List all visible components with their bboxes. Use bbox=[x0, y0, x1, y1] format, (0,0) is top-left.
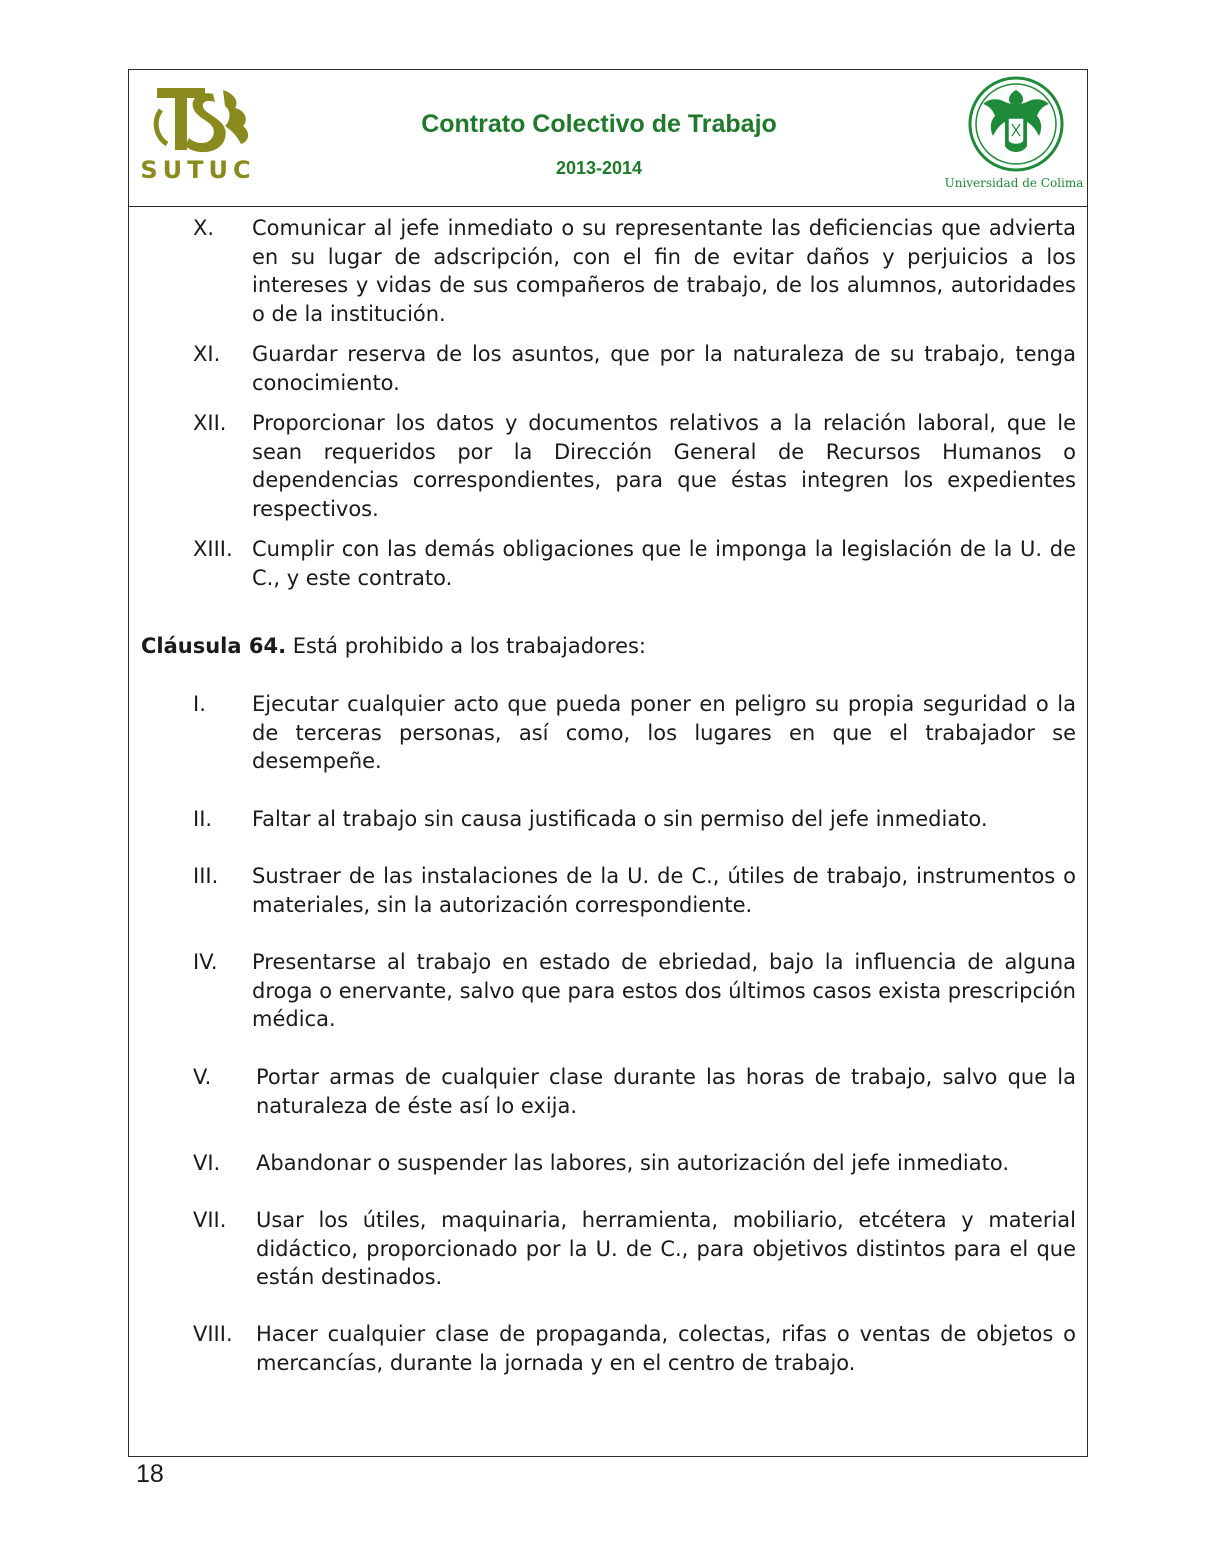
list-item-text: Guardar reserva de los asuntos, que por la naturaleza de su trabajo, tenga conocimiento. bbox=[252, 342, 1076, 395]
list-item-text: Hacer cualquier clase de propaganda, colectas, rifas o ventas de objetos o mercancías, durante la jornada y en el centro de trabajo. bbox=[256, 1322, 1076, 1375]
list-item-number: IV. bbox=[193, 950, 218, 974]
list-item-number: VIII. bbox=[193, 1322, 233, 1346]
list-item-text: Portar armas de cualquier clase durante las horas de trabajo, salvo que la naturaleza de éste así lo exija. bbox=[256, 1065, 1076, 1118]
list-item-number: X. bbox=[193, 216, 215, 240]
list-item-number: VI. bbox=[193, 1151, 221, 1175]
list-item-number: VII. bbox=[193, 1208, 227, 1232]
list-item-number: XIII. bbox=[193, 537, 233, 561]
clause-64-heading bbox=[141, 632, 1041, 661]
sutuc-logo-text: SUTUC bbox=[140, 156, 256, 184]
list-item-text: Faltar al trabajo sin causa justificada o sin permiso del jefe inmediato. bbox=[252, 807, 988, 831]
list-item-number: XII. bbox=[193, 411, 227, 435]
list-item-text: Proporcionar los datos y documentos relativos a la relación laboral, que le sean requeridos por la Dirección General de Recursos Humanos o dependencias correspondientes, para que éstas integren los expedientes respectivos. bbox=[252, 411, 1076, 521]
page-frame bbox=[128, 69, 1088, 1457]
university-logo-text: Universidad de Colima bbox=[944, 176, 1084, 190]
clause-text: Está prohibido a los trabajadores: bbox=[286, 634, 647, 658]
list-item-number: V. bbox=[193, 1065, 212, 1089]
list-item-text: Ejecutar cualquier acto que pueda poner en peligro su propia seguridad o la de terceras personas, así como, los lugares en que el trabajador se desempeñe. bbox=[252, 692, 1076, 773]
list-item-text: Sustraer de las instalaciones de la U. de C., útiles de trabajo, instrumentos o materiales, sin la autorización correspondiente. bbox=[252, 864, 1076, 917]
list-item-number: XI. bbox=[193, 342, 221, 366]
list-item-number: III. bbox=[193, 864, 219, 888]
page-header bbox=[129, 70, 1087, 207]
list-item-number: I. bbox=[193, 692, 206, 716]
university-shield-icon bbox=[961, 76, 1071, 172]
clause-label: Cláusula 64. bbox=[141, 634, 287, 658]
document-title: Contrato Colectivo de Trabajo bbox=[421, 110, 777, 138]
list-item-text: Presentarse al trabajo en estado de ebriedad, bajo la influencia de alguna droga o enervante, salvo que para estos dos últimos casos exista prescripción médica. bbox=[252, 950, 1076, 1031]
list-item-text: Abandonar o suspender las labores, sin autorización del jefe inmediato. bbox=[256, 1151, 1009, 1175]
list-item-text: Comunicar al jefe inmediato o su representante las deficiencias que advierta en su lugar de adscripción, con el fin de evitar daños y perjuicios a los intereses y vidas de sus compañeros de trabajo, de los alumnos, autoridades o de la institución. bbox=[252, 216, 1076, 326]
list-item-number: II. bbox=[193, 807, 213, 831]
list-item-text: Usar los útiles, maquinaria, herramienta, mobiliario, etcétera y material didáctico, proporcionado por la U. de C., para objetivos distintos para el que están destinados. bbox=[256, 1208, 1076, 1289]
page-number: 18 bbox=[136, 1460, 164, 1488]
list-item-text: Cumplir con las demás obligaciones que le imponga la legislación de la U. de C., y este contrato. bbox=[252, 537, 1076, 590]
document-period: 2013-2014 bbox=[555, 158, 643, 178]
